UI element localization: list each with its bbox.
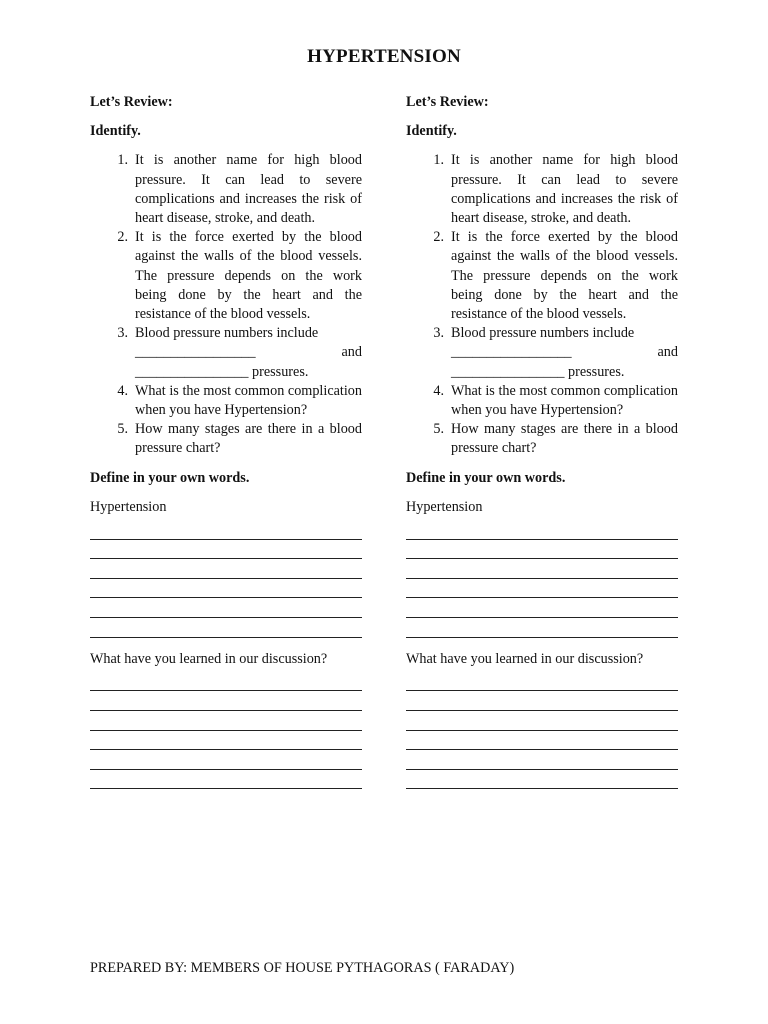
fill-blank[interactable]: _________________ bbox=[135, 344, 256, 361]
answer-line[interactable] bbox=[406, 559, 678, 579]
fill-blank[interactable]: ________________ bbox=[135, 363, 249, 380]
define-term: Hypertension bbox=[406, 498, 483, 515]
fill-blank[interactable]: ________________ bbox=[451, 363, 565, 380]
answer-line[interactable] bbox=[406, 598, 678, 618]
item-number: 3. bbox=[433, 325, 444, 342]
fill-blank-row bbox=[451, 363, 678, 382]
answer-line[interactable] bbox=[406, 540, 678, 560]
fill-blank-row bbox=[135, 363, 362, 382]
define-heading: Define in your own words. bbox=[90, 469, 250, 486]
page-title: HYPERTENSION bbox=[307, 46, 461, 67]
answer-line[interactable] bbox=[90, 731, 362, 751]
item-text-part: and bbox=[657, 344, 678, 361]
list-item bbox=[90, 228, 362, 324]
define-heading: Define in your own words. bbox=[406, 469, 566, 486]
item-text: It is the force exerted by the blood against the walls of the blood vessels. The pressure depends on the work being done by the heart and the resistance of the blood vessels. bbox=[135, 229, 362, 323]
answer-line[interactable] bbox=[90, 579, 362, 599]
answer-line[interactable] bbox=[406, 691, 678, 711]
item-text-part: pressures. bbox=[568, 363, 625, 380]
answer-lines-reflection[interactable] bbox=[90, 672, 362, 790]
list-item bbox=[90, 324, 362, 382]
define-term: Hypertension bbox=[90, 498, 167, 515]
item-text bbox=[135, 324, 362, 382]
list-item bbox=[406, 382, 678, 420]
worksheet-column-left bbox=[90, 93, 362, 789]
list-item bbox=[406, 420, 678, 458]
fill-blank[interactable]: _________________ bbox=[451, 344, 572, 361]
reflection-question: What have you learned in our discussion? bbox=[406, 650, 644, 667]
review-heading: Let’s Review: bbox=[406, 94, 489, 110]
answer-line[interactable] bbox=[90, 691, 362, 711]
answer-line[interactable] bbox=[406, 672, 678, 692]
answer-line[interactable] bbox=[90, 711, 362, 731]
answer-line[interactable] bbox=[406, 750, 678, 770]
list-item bbox=[90, 420, 362, 458]
item-text: What is the most common complication when you have Hypertension? bbox=[451, 382, 678, 419]
item-number: 4. bbox=[433, 382, 444, 399]
reflection-question: What have you learned in our discussion? bbox=[90, 650, 328, 667]
identify-list bbox=[406, 151, 678, 458]
item-text-part: Blood pressure numbers include bbox=[135, 325, 319, 342]
identify-list bbox=[90, 151, 362, 458]
answer-lines-reflection[interactable] bbox=[406, 672, 678, 790]
answer-line[interactable] bbox=[406, 731, 678, 751]
item-number: 1. bbox=[117, 152, 128, 169]
list-item bbox=[406, 151, 678, 228]
answer-line[interactable] bbox=[406, 520, 678, 540]
answer-line[interactable] bbox=[90, 540, 362, 560]
review-heading: Let’s Review: bbox=[90, 94, 173, 110]
item-text bbox=[451, 324, 678, 382]
item-number: 3. bbox=[117, 325, 128, 342]
item-number: 1. bbox=[433, 152, 444, 169]
item-number: 4. bbox=[117, 382, 128, 399]
list-item bbox=[90, 151, 362, 228]
answer-lines-definition[interactable] bbox=[406, 520, 678, 638]
item-number: 5. bbox=[433, 421, 444, 438]
answer-line[interactable] bbox=[406, 711, 678, 731]
answer-line[interactable] bbox=[90, 750, 362, 770]
worksheet-column-right bbox=[406, 93, 678, 789]
item-number: 5. bbox=[117, 421, 128, 438]
prepared-by-footer: PREPARED BY: MEMBERS OF HOUSE PYTHAGORAS ( FARADAY) bbox=[90, 960, 515, 976]
answer-line[interactable] bbox=[406, 770, 678, 790]
answer-line[interactable] bbox=[90, 520, 362, 540]
answer-lines-definition[interactable] bbox=[90, 520, 362, 638]
answer-line[interactable] bbox=[90, 672, 362, 692]
item-text: What is the most common complication when you have Hypertension? bbox=[135, 382, 362, 419]
list-item bbox=[90, 382, 362, 420]
fill-blank-row bbox=[451, 343, 678, 362]
item-text: How many stages are there in a blood pressure chart? bbox=[451, 421, 678, 457]
answer-line[interactable] bbox=[90, 770, 362, 790]
answer-line[interactable] bbox=[90, 598, 362, 618]
item-text-part: Blood pressure numbers include bbox=[451, 325, 635, 342]
answer-line[interactable] bbox=[406, 618, 678, 638]
answer-line[interactable] bbox=[90, 618, 362, 638]
answer-line[interactable] bbox=[406, 579, 678, 599]
item-text-part: and bbox=[341, 344, 362, 361]
list-item bbox=[406, 228, 678, 324]
identify-heading: Identify. bbox=[406, 123, 457, 140]
list-item bbox=[406, 324, 678, 382]
item-text: How many stages are there in a blood pressure chart? bbox=[135, 421, 362, 457]
item-number: 2. bbox=[433, 229, 444, 246]
fill-blank-row bbox=[135, 343, 362, 362]
item-number: 2. bbox=[117, 229, 128, 246]
identify-heading: Identify. bbox=[90, 123, 141, 140]
item-text: It is another name for high blood pressure. It can lead to severe complications and increases the risk of heart disease, stroke, and death. bbox=[451, 152, 678, 227]
item-text-part: pressures. bbox=[252, 363, 309, 380]
item-text: It is another name for high blood pressure. It can lead to severe complications and increases the risk of heart disease, stroke, and death. bbox=[135, 152, 362, 227]
answer-line[interactable] bbox=[90, 559, 362, 579]
item-text: It is the force exerted by the blood against the walls of the blood vessels. The pressure depends on the work being done by the heart and the resistance of the blood vessels. bbox=[451, 229, 678, 323]
